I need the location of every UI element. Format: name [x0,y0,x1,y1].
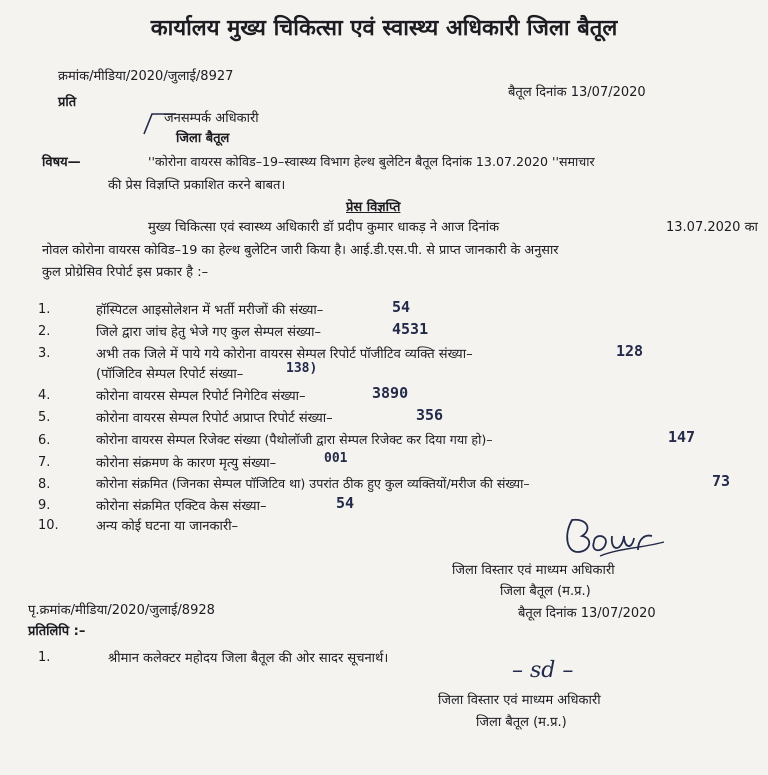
item-number: 9. [38,498,51,513]
item-sub-text: (पॉजिटिव सेम्पल रिपोर्ट संख्या– [96,367,244,382]
reference-number: क्रमांक/मीडिया/2020/जुलाई/8927 [58,69,234,84]
signatory-district: जिला बैतूल (म.प्र.) [500,584,591,599]
signatory-designation: जिला विस्तार एवं माध्यम अधिकारी [452,563,615,578]
copy-issue-date: बैतूल दिनांक 13/07/2020 [518,606,656,621]
press-line-2: नोवल कोरोना वायरस कोविड–19 का हेल्थ बुलेटिन जारी किया है। आई.डी.एस.पी. से प्राप्त जानकारी के अनुसार [42,243,559,258]
office-title: कार्यालय मुख्य चिकित्सा एवं स्वास्थ्य अधिकारी जिला बैतूल [150,16,618,41]
item-number: 2. [38,324,51,339]
item-text: हॉस्पिटल आइसोलेशन में भर्ती मरीजों की संख्या– [96,303,324,318]
subject-line-2: की प्रेस विज्ञप्ति प्रकाशित करने बाबत। [108,178,286,193]
item-text: कोरोना वायरस सेम्पल रिपोर्ट निगेटिव संख्या– [96,389,306,404]
press-heading: प्रेस विज्ञप्ति [346,200,401,215]
issue-date: बैतूल दिनांक 13/07/2020 [508,85,646,100]
copy-item-number: 1. [38,650,51,665]
item-text: कोरोना वायरस सेम्पल रिपोर्ट अप्राप्त रिपोर्ट संख्या– [96,411,333,426]
signed-mark: – sd – [512,658,574,683]
subject-line-1: ''कोरोना वायरस कोविड–19–स्वास्थ्य विभाग हेल्थ बुलेटिन बैतूल दिनांक 13.07.2020 ''समाचार [148,154,595,169]
item-value: 147 [668,428,696,446]
press-line-1: मुख्य चिकित्सा एवं स्वास्थ्य अधिकारी डॉ प्रदीप कुमार धाकड़ ने आज दिनांक [148,220,500,235]
item-value: 4531 [392,320,429,338]
item-text: कोरोना संक्रमित एक्टिव केस संख्या– [96,499,267,514]
copy-signatory-designation: जिला विस्तार एवं माध्यम अधिकारी [438,693,601,708]
item-number: 1. [38,302,51,317]
copy-item-text: श्रीमान कलेक्टर महोदय जिला बैतूल की ओर सादर सूचनार्थ। [108,651,389,666]
item-number: 3. [38,346,51,361]
recipient-line-1: जनसम्पर्क अधिकारी [164,111,259,126]
item-number: 7. [38,455,51,470]
item-text: कोरोना संक्रमण के कारण मृत्यु संख्या– [96,456,277,471]
press-line-1-date: 13.07.2020 का [666,220,758,235]
item-number: 6. [38,433,51,448]
item-value: 54 [392,298,411,316]
copy-reference-number: पृ.क्रमांक/मीडिया/2020/जुलाई/8928 [28,603,215,618]
item-sub-value: 138) [286,361,318,376]
item-value: 54 [336,494,355,512]
copy-signatory-district: जिला बैतूल (म.प्र.) [476,715,567,730]
item-number: 10. [38,518,59,533]
item-value: 001 [324,451,348,466]
subject-label: विषय— [42,155,81,170]
recipient-line-2: जिला बैतूल [176,131,230,146]
item-text: अभी तक जिले में पाये गये कोरोना वायरस सेम्पल रिपोर्ट पॉजीटिव व्यक्ति संख्या– [96,347,473,362]
item-text: कोरोना वायरस सेम्पल रिजेक्ट संख्या (पैथोलॉजी द्वारा सेम्पल रिजेक्ट कर दिया गया हो)– [96,432,493,447]
item-number: 4. [38,388,51,403]
item-value: 356 [416,406,444,424]
item-text: जिले द्वारा जांच हेतु भेजे गए कुल सेम्पल संख्या– [96,325,322,340]
item-value: 128 [616,342,644,360]
item-value: 3890 [372,384,409,402]
copy-label: प्रतिलिपि :– [28,624,86,639]
item-text: अन्य कोई घटना या जानकारी– [96,519,239,534]
item-number: 8. [38,477,51,492]
handwritten-signature [560,512,670,562]
to-label: प्रति [58,95,77,110]
item-value: 73 [712,472,731,490]
item-text: कोरोना संक्रमित (जिनका सेम्पल पॉजिटिव था) उपरांत ठीक हुए कुल व्यक्तियों/मरीज की संख्या– [96,476,530,491]
press-line-3: कुल प्रोग्रेसिव रिपोर्ट इस प्रकार है :– [42,265,209,280]
item-number: 5. [38,410,51,425]
